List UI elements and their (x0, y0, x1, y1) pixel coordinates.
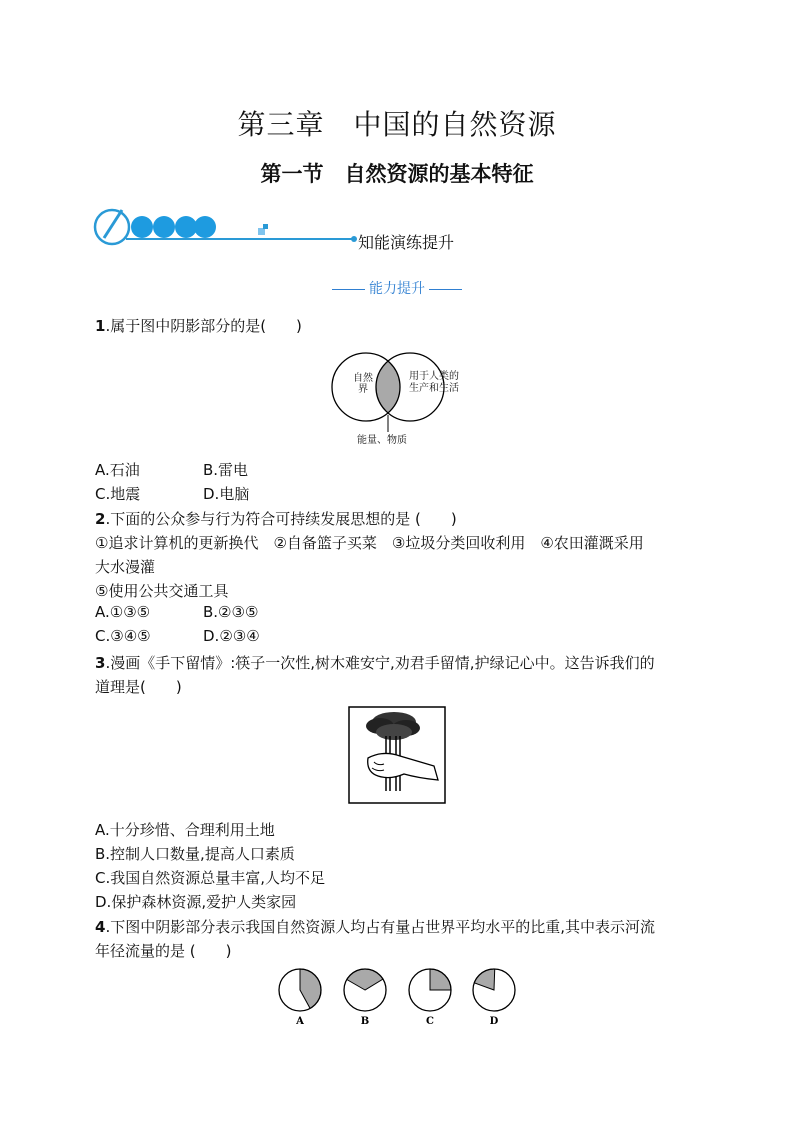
pie-label-c[interactable]: C (426, 1016, 434, 1027)
q3-option-a[interactable]: A.十分珍惜、合理利用土地 (95, 821, 275, 839)
pie-label-d[interactable]: D (489, 1016, 499, 1027)
pie-label-b[interactable]: B (360, 1016, 370, 1027)
sub-section-heading: 能力提升 (0, 278, 794, 298)
q2-option-b[interactable]: B.②③⑤ (203, 603, 259, 621)
q4-stem-line-2: 年径流量的是 ( ) (95, 942, 232, 960)
q1-option-c[interactable]: C.地震 (95, 485, 141, 503)
q3-option-d[interactable]: D.保护森林资源,爱护人类家园 (95, 893, 297, 911)
question-2: 2.下面的公众参与行为符合可持续发展思想的是 ( ) (95, 510, 457, 528)
q2-option-d[interactable]: D.②③④ (203, 627, 260, 645)
q2-items-line-2: 大水漫灌 (95, 558, 156, 576)
q1-option-a[interactable]: A.石油 (95, 461, 140, 479)
pie-charts (270, 962, 530, 1032)
venn-pointer-label: 能量、物质 (357, 435, 407, 446)
question-1: 1.属于图中阴影部分的是( ) (95, 317, 302, 335)
pie-slice-b (347, 969, 383, 990)
banner-label: 知能演练提升 (358, 233, 455, 252)
q3-stem-line-2: 道理是( ) (95, 678, 182, 696)
q2-option-c[interactable]: C.③④⑤ (95, 627, 151, 645)
venn-right-label: 用于人类的生产和生活 (409, 371, 459, 394)
banner-graphic (92, 200, 362, 250)
q3-option-b[interactable]: B.控制人口数量,提高人口素质 (95, 845, 295, 863)
q1-option-d[interactable]: D.电脑 (203, 485, 250, 503)
pie-slice-a (300, 969, 321, 1008)
q1-option-b[interactable]: B.雷电 (203, 461, 249, 479)
question-3: 3.漫画《手下留情》:筷子一次性,树木难安宁,劝君手留情,护绿记心中。这告诉我们的 (95, 654, 655, 672)
pie-slice-d (474, 969, 494, 990)
pie-label-a[interactable]: A (296, 1016, 304, 1027)
q3-option-c[interactable]: C.我国自然资源总量丰富,人均不足 (95, 869, 326, 887)
q2-items-line-3: ⑤使用公共交通工具 (95, 582, 229, 600)
venn-left-label: 自然界 (353, 373, 373, 395)
q2-items-line-1: ①追求计算机的更新换代 ②自备篮子买菜 ③垃圾分类回收利用 ④农田灌溉采用 (95, 534, 644, 552)
chapter-title: 第三章 中国的自然资源 (237, 108, 557, 141)
question-4: 4.下图中阴影部分表示我国自然资源人均占有量占世界平均水平的比重,其中表示河流 (95, 918, 655, 936)
q2-option-a[interactable]: A.①③⑤ (95, 603, 151, 621)
cartoon-chopsticks-tree (348, 706, 446, 804)
section-title: 第一节 自然资源的基本特征 (260, 162, 534, 186)
